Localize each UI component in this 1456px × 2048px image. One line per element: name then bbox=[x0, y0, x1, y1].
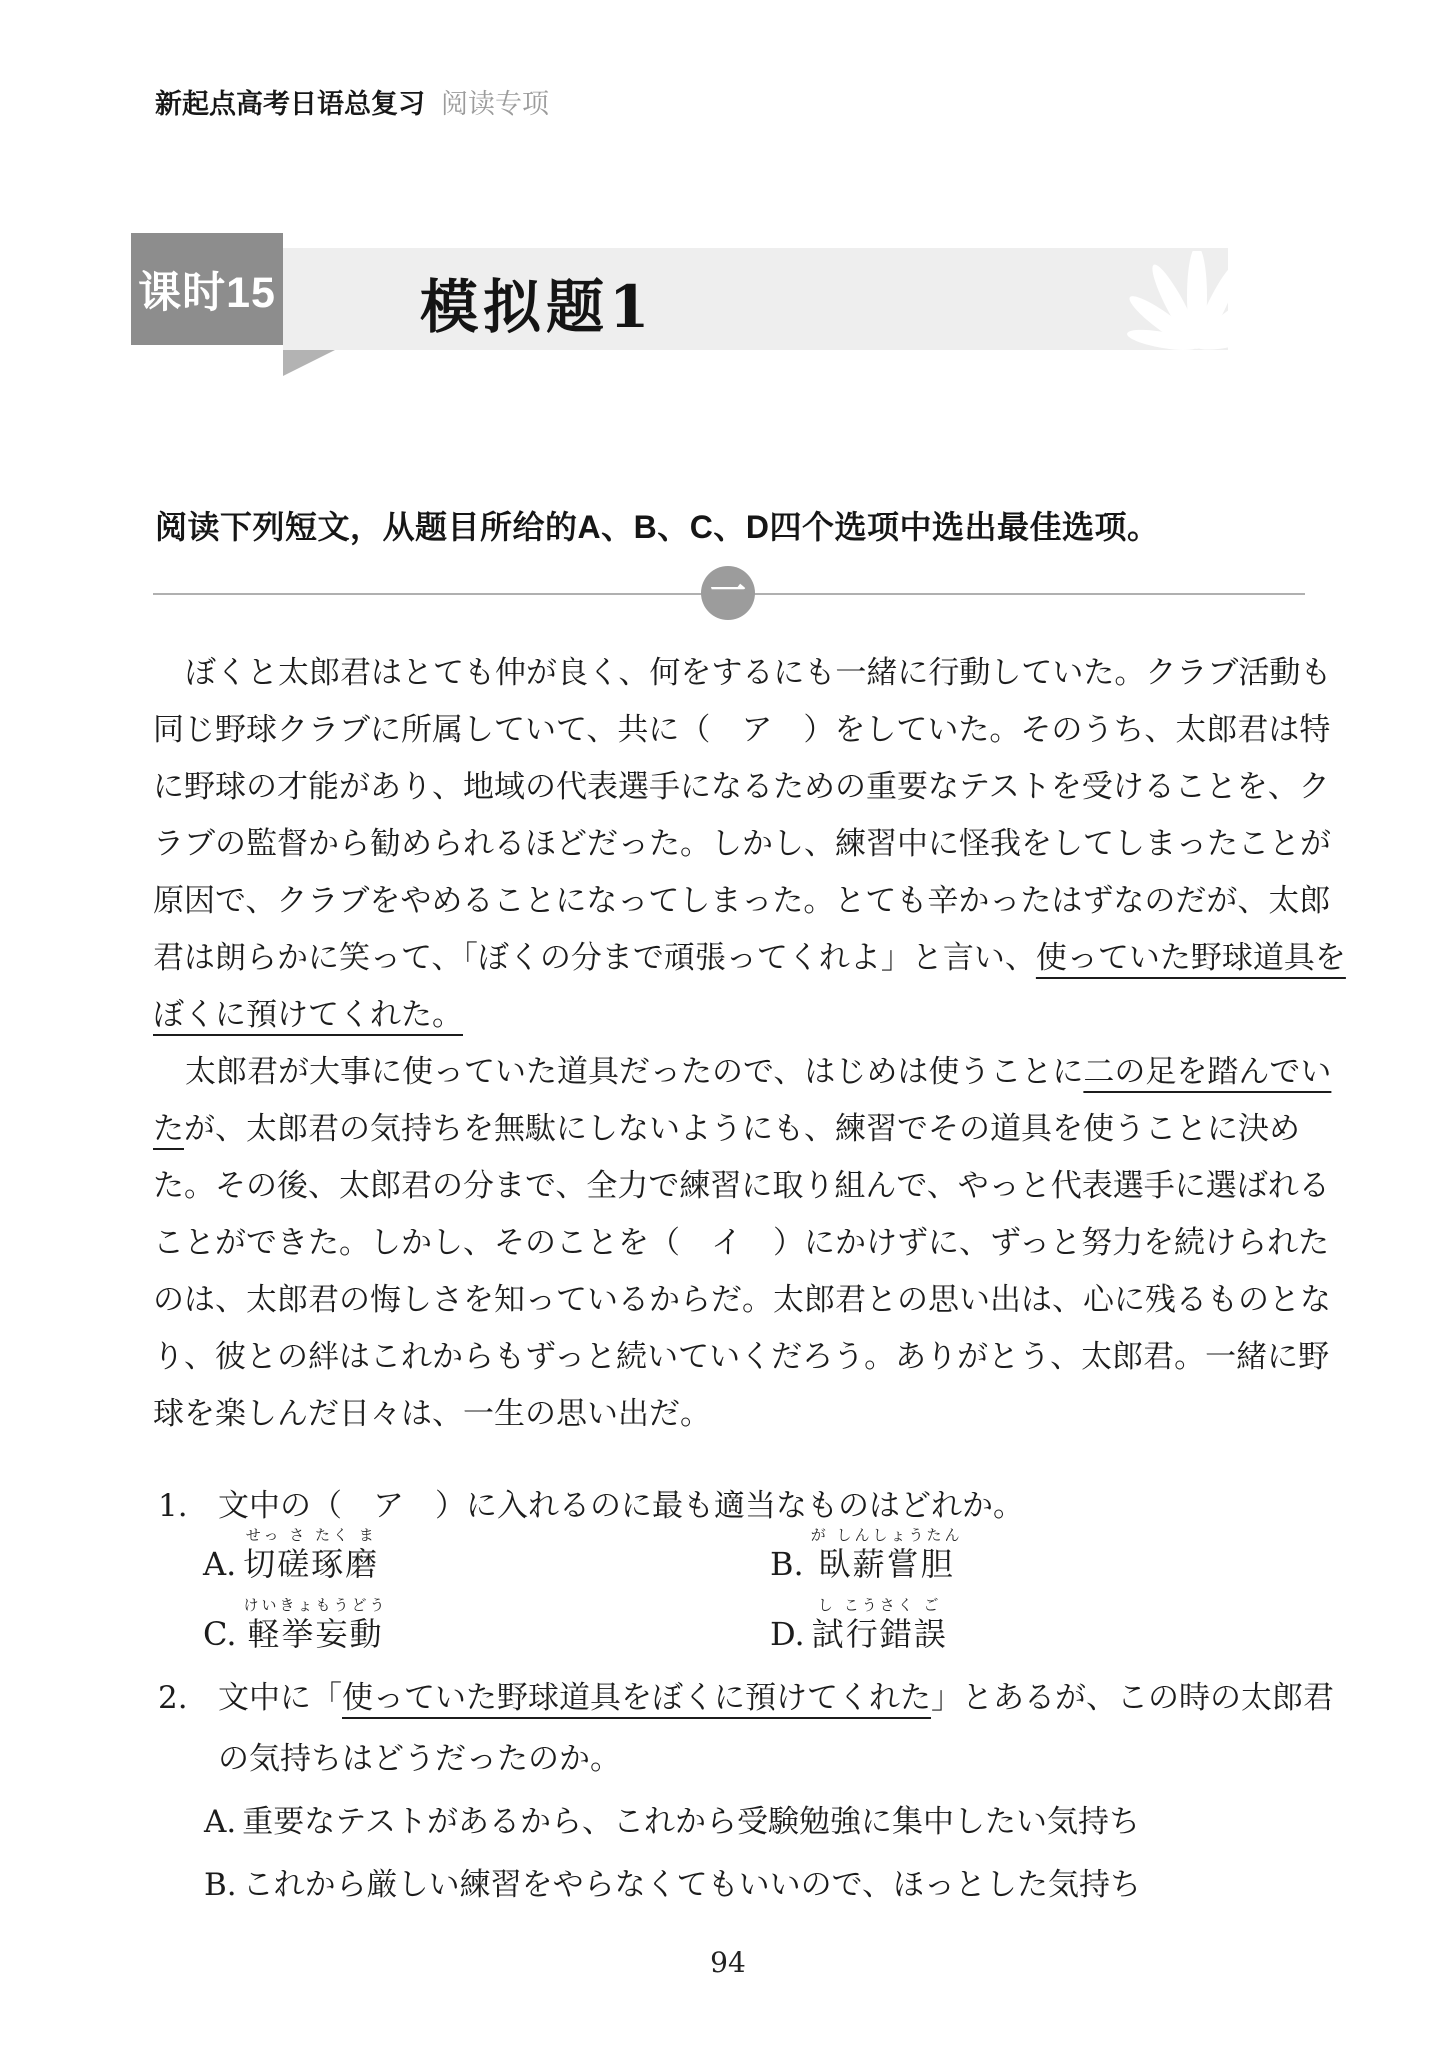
question-1-number: 1. bbox=[158, 1488, 188, 1524]
underlined-phrase: ぼくに預けてくれた。 bbox=[153, 997, 463, 1033]
page-number: 94 bbox=[710, 1946, 746, 1979]
question-text: 文中に「 bbox=[218, 1680, 342, 1716]
passage-line: ことができた。しかし、そのことを（ イ ）にかけずに、ずっと努力を続けられた bbox=[153, 1225, 1330, 1261]
bamboo-leaves-icon bbox=[1090, 251, 1268, 356]
furigana: し こうさく ご bbox=[817, 1595, 942, 1614]
question-2-option-b bbox=[204, 1863, 1334, 1907]
passage-line bbox=[153, 930, 1383, 987]
passage-line bbox=[153, 1101, 1383, 1158]
underlined-phrase: 使っていた野球道具を bbox=[1035, 940, 1346, 976]
passage-text: 君は朗らかに笑って、「ぼくの分まで頑張ってくれよ」と言い、 bbox=[153, 940, 1036, 976]
kanji-word: 臥薪嘗胆 bbox=[818, 1545, 955, 1583]
kanji-word: 切磋琢磨 bbox=[243, 1545, 380, 1583]
option-d-label: D. bbox=[770, 1614, 805, 1653]
question-2-option-a bbox=[204, 1800, 1334, 1844]
question-2-text bbox=[218, 1676, 1334, 1720]
option-d bbox=[770, 1595, 1337, 1653]
option-c-label: C. bbox=[203, 1614, 237, 1653]
option-b-word bbox=[811, 1528, 963, 1583]
option-c-word bbox=[243, 1595, 388, 1653]
kanji-word: 試行錯誤 bbox=[811, 1614, 948, 1653]
passage-line bbox=[153, 1044, 1383, 1101]
lesson-number-box bbox=[131, 233, 283, 345]
kanji-word: 軽挙妄動 bbox=[247, 1614, 384, 1653]
option-b-text: これから厳しい練習をやらなくてもいいので、ほっとした気持ち bbox=[242, 1867, 1142, 1903]
passage-line: に野球の才能があり、地域の代表選手になるための重要なテストを受けることを、ク bbox=[153, 769, 1330, 805]
option-a-label: A. bbox=[204, 1804, 237, 1840]
exercise-instruction: 阅读下列短文，从题目所给的A、B、C、D四个选项中选出最佳选项。 bbox=[155, 509, 1160, 545]
passage-line: のは、太郎君の悔しさを知っているからだ。太郎君との思い出は、心に残るものとな bbox=[153, 1282, 1331, 1318]
passage-line: り、彼との絆はこれからもずっと続いていくだろう。ありがとう、太郎君。一緒に野 bbox=[153, 1339, 1330, 1375]
question-1-stem bbox=[153, 1484, 1024, 1528]
reading-passage bbox=[153, 645, 1383, 1443]
option-a-label: A. bbox=[203, 1545, 237, 1583]
passage-line: ラブの監督から勧められるほどだった。しかし、練習中に怪我をしてしまったことが bbox=[153, 826, 1331, 862]
banner-fold-triangle bbox=[283, 350, 335, 376]
option-c bbox=[203, 1595, 770, 1653]
furigana: せっ さ たく ま bbox=[245, 1526, 377, 1544]
lesson-number-label: 课时15 bbox=[138, 268, 276, 317]
passage-text: が、太郎君の気持ちを無駄にしないようにも、練習でその道具を使うことに決め bbox=[184, 1111, 1300, 1147]
section-number: 一 bbox=[709, 570, 746, 612]
underlined-phrase: 二の足を踏んでい bbox=[1083, 1054, 1332, 1090]
question-2 bbox=[153, 1676, 1334, 1907]
question-2-text-line2: の気持ちはどうだったのか。 bbox=[218, 1741, 621, 1777]
option-b-label: B. bbox=[770, 1545, 804, 1583]
option-b-label: B. bbox=[204, 1867, 237, 1903]
option-a-word bbox=[243, 1528, 379, 1583]
passage-line: た。その後、太郎君の分まで、全力で練習に取り組んで、やっと代表選手に選ばれる bbox=[153, 1168, 1330, 1204]
passage-line: ぼくと太郎君はとても仲が良く、何をするにも一緒に行動していた。クラブ活動も bbox=[185, 655, 1332, 691]
section-number-badge bbox=[701, 566, 755, 620]
passage-line: 原因で、クラブをやめることになってしまった。とても辛かったはずなのだが、太郎 bbox=[153, 883, 1331, 919]
book-subtitle: 阅读专项 bbox=[441, 89, 549, 119]
passage-line: 同じ野球クラブに所属していて、共に（ ア ）をしていた。そのうち、太郎君は特 bbox=[153, 712, 1331, 748]
passage-text: 太郎君が大事に使っていた道具だったので、はじめは使うことに bbox=[185, 1054, 1084, 1090]
question-1-options bbox=[203, 1528, 1343, 1668]
question-2-stem bbox=[153, 1676, 1334, 1720]
underlined-quote: 使っていた野球道具をぼくに預けてくれた bbox=[342, 1680, 931, 1716]
option-d-word bbox=[811, 1595, 948, 1653]
question-1-text: 文中の（ ア ）に入れるのに最も適当なものはどれか。 bbox=[218, 1488, 1024, 1524]
option-b bbox=[770, 1528, 1337, 1583]
furigana: が しんしょうたん bbox=[810, 1526, 963, 1544]
passage-line bbox=[153, 987, 1383, 1044]
option-a bbox=[203, 1528, 770, 1583]
question-text: 」とあるが、この時の太郎君 bbox=[931, 1680, 1334, 1716]
options-row bbox=[203, 1528, 1343, 1583]
underlined-phrase: た bbox=[153, 1111, 184, 1147]
options-row bbox=[203, 1595, 1343, 1653]
question-1 bbox=[153, 1484, 1024, 1528]
book-title: 新起点高考日语总复习 bbox=[155, 89, 425, 119]
question-2-number: 2. bbox=[158, 1680, 188, 1716]
passage-line: 球を楽しんだ日々は、一生の思い出だ。 bbox=[153, 1396, 711, 1432]
option-a-text: 重要なテストがあるから、これから受験勉強に集中したい気持ち bbox=[242, 1804, 1141, 1840]
furigana: けいきょもうどう bbox=[243, 1595, 388, 1614]
page-header bbox=[155, 82, 549, 121]
lesson-title: 模拟题1 bbox=[420, 273, 655, 341]
